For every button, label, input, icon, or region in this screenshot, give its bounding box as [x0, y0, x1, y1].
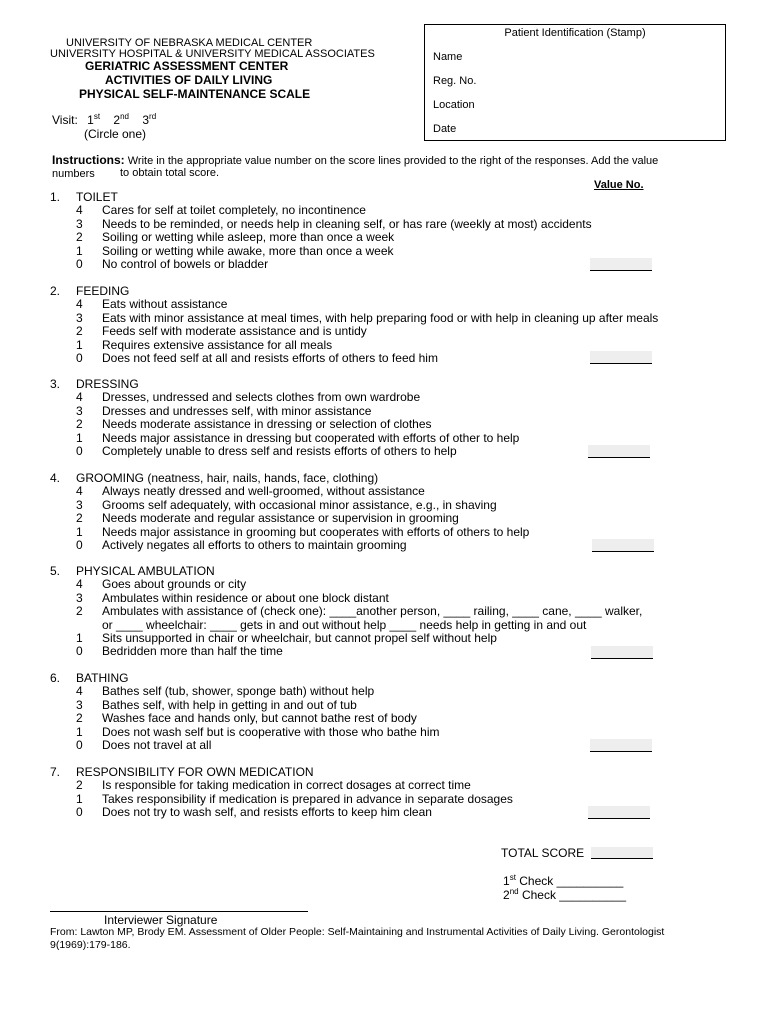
item-score: 1 [76, 430, 83, 445]
form-title-adl: ACTIVITIES OF DAILY LIVING [105, 73, 273, 87]
second-check-label: Check __________ [521, 888, 627, 902]
dressing-score-field[interactable] [588, 445, 650, 457]
item-score: 0 [76, 351, 83, 365]
visit-label: Visit: [52, 113, 78, 127]
item-score: 3 [76, 216, 83, 231]
interviewer-signature-label: Interviewer Signature [104, 913, 218, 927]
item-score: 0 [76, 538, 83, 552]
item-score: 4 [76, 577, 83, 592]
item-score: 1 [76, 791, 83, 806]
section-number: 2. [50, 284, 61, 298]
section-number: 1. [50, 190, 61, 204]
stamp-box-title: Patient Identification (Stamp) [504, 27, 646, 39]
form-title-center: GERIATRIC ASSESSMENT CENTER [85, 59, 289, 73]
second-check[interactable]: 2nd Check __________ [503, 887, 627, 902]
item-score: 2 [76, 604, 83, 619]
item-score: 1 [76, 724, 83, 739]
item-description: Does not wash self but is cooperative with those who bathe him [102, 724, 440, 739]
item-score: 0 [76, 257, 83, 271]
item-description: Completely unable to dress self and resists efforts of others to help [102, 444, 457, 458]
item-description: or ____ wheelchair: ____ gets in and out without help ____ needs help in getting in and out [102, 617, 587, 632]
section-title: GROOMING (neatness, hair, nails, hands, face, clothing) [76, 471, 379, 485]
value-no-header: Value No. [594, 179, 644, 191]
visit-option-second[interactable]: 2nd [113, 112, 129, 127]
item-description: Is responsible for taking medication in correct dosages at correct time [102, 778, 471, 793]
item-description: Needs to be reminded, or needs help in cleaning self, or has rare (weekly at most) accidents [102, 216, 592, 231]
location-field-label: Location [433, 99, 475, 111]
item-score: 3 [76, 310, 83, 325]
item-description: Bathes self (tub, shower, sponge bath) without help [102, 684, 375, 699]
section-title: TOILET [76, 190, 118, 204]
bathing-score-field[interactable] [590, 739, 652, 751]
item-score: 3 [76, 403, 83, 418]
section-title: DRESSING [76, 377, 139, 391]
interviewer-signature-line[interactable] [50, 911, 308, 912]
date-field-label: Date [433, 123, 457, 135]
item-description: Needs major assistance in grooming but cooperates with efforts of others to help [102, 524, 530, 539]
item-description: Needs moderate assistance in dressing or selection of clothes [102, 417, 432, 432]
name-field-label: Name [433, 51, 463, 63]
item-description: Bedridden more than half the time [102, 644, 283, 659]
instructions-text: Write in the appropriate value number on the score lines provided to the right of the responses. Add the value numbers [52, 155, 659, 180]
section-title: FEEDING [76, 284, 130, 298]
item-score: 4 [76, 684, 83, 699]
ambulation-score-field[interactable] [591, 646, 653, 658]
item-score: 2 [76, 417, 83, 432]
item-description: Dresses and undresses self, with minor assistance [102, 403, 372, 418]
item-score: 1 [76, 243, 83, 258]
section-title: PHYSICAL AMBULATION [76, 564, 215, 578]
item-description: Does not try to wash self, and resists efforts to keep him clean [102, 805, 432, 820]
item-description: Grooms self adequately, with occasional minor assistance, e.g., in shaving [102, 497, 497, 512]
ambulation-score-line [591, 658, 653, 659]
item-description: Does not feed self at all and resists efforts of others to feed him [102, 351, 438, 365]
item-score: 4 [76, 203, 83, 218]
visit-selector[interactable] [52, 112, 156, 127]
item-description: Ambulates with assistance of (check one): ____another person, ____ railing, ____ cane, ____ walker, [102, 604, 643, 619]
item-description: Needs moderate and regular assistance or supervision in grooming [102, 511, 459, 526]
visit-option-first[interactable]: 1st [87, 112, 101, 127]
item-description: Sits unsupported in chair or wheelchair, but cannot propel self without help [102, 631, 497, 645]
item-score: 0 [76, 444, 83, 458]
institution-subname: UNIVERSITY HOSPITAL & UNIVERSITY MEDICAL ASSOCIATES [50, 48, 375, 60]
section-number: 6. [50, 671, 61, 685]
instructions-label: Instructions: [52, 153, 125, 167]
item-score: 3 [76, 697, 83, 712]
toilet-score-line [590, 270, 652, 271]
item-description: Requires extensive assistance for all meals [102, 337, 333, 352]
item-description: Actively negates all efforts to others to maintain grooming [102, 538, 407, 552]
item-description: Needs major assistance in dressing but cooperated with efforts of other to help [102, 430, 520, 445]
item-score: 1 [76, 337, 83, 352]
instructions-text-cont: to obtain total score. [120, 167, 220, 179]
visit-option-third[interactable]: 3rd [142, 112, 157, 127]
item-description: No control of bowels or bladder [102, 257, 269, 271]
item-description: Eats with minor assistance at meal times, with help preparing food or with help in cleaning up after meals [102, 310, 659, 325]
item-description: Goes about grounds or city [102, 577, 247, 592]
item-description: Ambulates within residence or about one block distant [102, 590, 389, 605]
item-score: 2 [76, 778, 83, 793]
item-score: 0 [76, 738, 83, 752]
feeding-score-field[interactable] [590, 351, 652, 363]
item-score: 0 [76, 644, 83, 659]
section-number: 7. [50, 765, 61, 779]
toilet-score-field[interactable] [590, 258, 652, 270]
item-score: 4 [76, 484, 83, 499]
section-title: RESPONSIBILITY FOR OWN MEDICATION [76, 765, 314, 779]
total-score-label: TOTAL SCORE [501, 846, 585, 860]
item-score: 3 [76, 497, 83, 512]
item-score: 4 [76, 390, 83, 405]
feeding-score-line [590, 363, 652, 364]
grooming-score-field[interactable] [592, 539, 654, 551]
total-score-line [591, 858, 653, 859]
item-description: Dresses, undressed and selects clothes from own wardrobe [102, 390, 421, 405]
first-check[interactable]: 1st Check __________ [503, 873, 624, 888]
institution-name: UNIVERSITY OF NEBRASKA MEDICAL CENTER [66, 37, 313, 49]
form-title-scale: PHYSICAL SELF-MAINTENANCE SCALE [79, 87, 311, 101]
item-score: 2 [76, 511, 83, 526]
total-score-field[interactable] [591, 847, 653, 858]
item-description: Soiling or wetting while asleep, more than once a week [102, 230, 395, 245]
item-score: 2 [76, 711, 83, 726]
section-number: 4. [50, 471, 61, 485]
grooming-score-line [592, 551, 654, 552]
item-description: Bathes self, with help in getting in and out of tub [102, 697, 357, 712]
item-score: 1 [76, 524, 83, 539]
item-score: 4 [76, 297, 83, 312]
item-score: 1 [76, 631, 83, 645]
item-description: Does not travel at all [102, 738, 212, 752]
item-description: Feeds self with moderate assistance and is untidy [102, 324, 367, 339]
item-description: Washes face and hands only, but cannot bathe rest of body [102, 711, 417, 726]
bathing-score-line [590, 751, 652, 752]
circle-one-note: (Circle one) [84, 127, 147, 141]
section-number: 5. [50, 564, 61, 578]
first-check-label: Check __________ [519, 874, 624, 888]
patient-identification-box[interactable] [424, 24, 726, 141]
section-title: BATHING [76, 671, 129, 685]
item-description: Takes responsibility if medication is prepared in advance in separate dosages [102, 791, 513, 806]
item-score: 2 [76, 230, 83, 245]
section-number: 3. [50, 377, 61, 391]
reg-no-field-label: Reg. No. [433, 75, 477, 87]
source-citation: From: Lawton MP, Brody EM. Assessment of Older People: Self-Maintaining and Instrumental Activities of Daily Living. Gerontologist 9(1969):179-186. [50, 926, 665, 951]
item-description: Always neatly dressed and well-groomed, without assistance [102, 484, 425, 499]
item-description: Soiling or wetting while awake, more than once a week [102, 243, 394, 258]
item-score: 2 [76, 324, 83, 339]
medication-score-field[interactable] [588, 806, 650, 818]
item-score: 3 [76, 590, 83, 605]
item-description: Cares for self at toilet completely, no incontinence [102, 203, 366, 218]
medication-score-line [588, 818, 650, 819]
item-description: Eats without assistance [102, 297, 228, 312]
dressing-score-line [588, 457, 650, 458]
item-score: 0 [76, 805, 83, 820]
